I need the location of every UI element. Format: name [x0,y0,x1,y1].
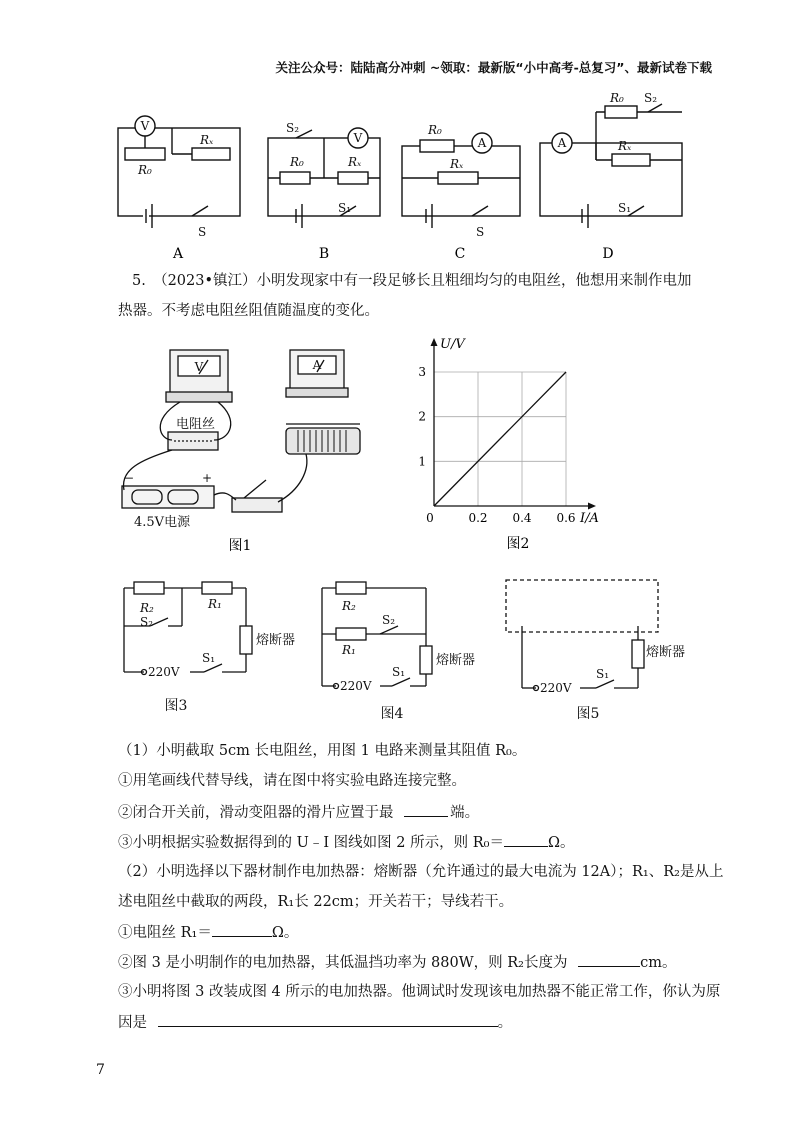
svg-text:A: A [477,136,487,150]
x-axis-arrow [588,503,596,510]
figure-3-caption: 图3 [164,698,188,714]
x-axis-label: I/A [580,511,599,526]
x-tick-label-1: 0.2 [468,511,488,525]
y-axis-label: U/V [440,337,465,352]
svg-text:220V: 220V [540,681,572,695]
q2-part1: ①电阻丝 R₁＝ Ω。 [118,922,298,943]
page-header: 关注公众号：陆陆高分冲刺 ~领取：最新版“小中高考-总复习”、最新试卷下载 [275,60,712,75]
svg-text:Rₓ: Rₓ [618,139,632,153]
answer-blank-4[interactable] [578,952,640,967]
svg-text:电阻丝: 电阻丝 [176,417,216,432]
svg-text:R₁: R₁ [342,643,356,657]
figure-4-caption: 图4 [380,706,404,722]
svg-text:熔断器: 熔断器 [436,653,476,668]
svg-text:R₀: R₀ [610,91,624,105]
svg-text:S₂: S₂ [286,121,300,135]
question-intro-1: 5. （2023•镇江）小明发现家中有一段足够长且粗细均匀的电阻丝，他想用来制作电加 [132,273,692,289]
svg-text:Rₓ: Rₓ [200,133,214,147]
svg-text:R₀: R₀ [428,123,442,137]
y-tick-label-0: 1 [418,454,426,469]
figure-5-caption: 图5 [576,706,600,722]
figure-2-chart [412,326,612,558]
x-tick-label-2: 0.4 [512,511,532,525]
svg-text:Rₓ: Rₓ [450,157,464,171]
option-c: C [454,246,466,262]
x-tick-label-3: 0.6 [556,511,576,525]
svg-text:R₁: R₁ [208,597,222,611]
figure-2-caption: 图2 [506,536,530,552]
svg-text:A: A [557,136,567,150]
svg-text:R₀: R₀ [290,155,304,169]
q1-part2: ②闭合开关前，滑动变阻器的滑片应置于最 端。 [118,802,479,823]
y-tick-label-2: 3 [418,365,426,379]
svg-text:V: V [194,360,204,374]
svg-text:S: S [198,225,207,239]
svg-text:S₁: S₁ [596,667,610,681]
q1-part3: ③小明根据实验数据得到的 U﹣I 图线如图 2 所示，则 R₀＝ Ω。 [118,832,574,853]
svg-text:R₂: R₂ [140,601,154,615]
answer-blank-1[interactable] [404,802,448,817]
svg-text:V: V [140,119,150,133]
svg-text:R₀: R₀ [138,163,152,177]
svg-text:A: A [312,358,322,372]
q2-part3-cont: 因是 。 [118,1012,512,1033]
option-b: B [318,246,330,262]
q1-line: （1）小明截取 5cm 长电阻丝，用图 1 电路来测量其阻值 R₀。 [118,743,527,759]
svg-text:S₂: S₂ [644,91,658,105]
q2-part2: ②图 3 是小明制作的电加热器，其低温挡功率为 880W，则 R₂长度为 cm。 [118,952,676,973]
figure-1-caption: 图1 [228,538,252,554]
q2-part3: ③小明将图 3 改装成图 4 所示的电加热器。他调试时发现该电加热器不能正常工作，你认为原 [118,984,721,1000]
series-line-u-i [434,372,566,506]
x-tick-label-0: 0 [426,511,434,525]
svg-text:S₂: S₂ [140,615,154,629]
q2-line-1: （2）小明选择以下器材制作电加热器：熔断器（允许通过的最大电流为 12A）；R₁、R₂是从上 [118,864,724,880]
svg-text:熔断器: 熔断器 [256,633,296,648]
y-axis-arrow [431,338,438,346]
figure-1 [110,340,380,555]
option-a: A [172,246,184,262]
svg-text:−: − [124,471,135,485]
page-number: 7 [96,1062,105,1078]
answer-blank-5[interactable] [158,1012,498,1027]
svg-text:熔断器: 熔断器 [646,645,686,660]
svg-text:S₁: S₁ [202,651,216,665]
svg-text:S₁: S₁ [392,665,406,679]
option-d: D [602,246,614,262]
svg-text:V: V [353,131,363,145]
option-circuits [100,88,720,263]
svg-text:R₂: R₂ [342,599,356,613]
svg-text:S₁: S₁ [618,201,632,215]
svg-text:Rₓ: Rₓ [348,155,362,169]
y-tick-label-1: 2 [418,409,426,424]
svg-text:S₁: S₁ [338,201,352,215]
svg-text:+: + [202,471,213,485]
answer-blank-2[interactable] [504,832,548,847]
svg-text:220V: 220V [148,665,180,679]
svg-text:S₂: S₂ [382,613,396,627]
svg-text:4.5V电源: 4.5V电源 [134,515,191,530]
question-intro-2: 热器。不考虑电阻丝阻值随温度的变化。 [118,303,379,319]
figures-3-5 [110,570,686,722]
svg-text:S: S [476,225,485,239]
answer-blank-3[interactable] [212,922,272,937]
svg-text:220V: 220V [340,679,372,693]
q1-part1: ①用笔画线代替导线，请在图中将实验电路连接完整。 [118,773,466,789]
q2-line-2: 述电阻丝中截取的两段，R₁长 22cm；开关若干；导线若干。 [118,894,514,910]
